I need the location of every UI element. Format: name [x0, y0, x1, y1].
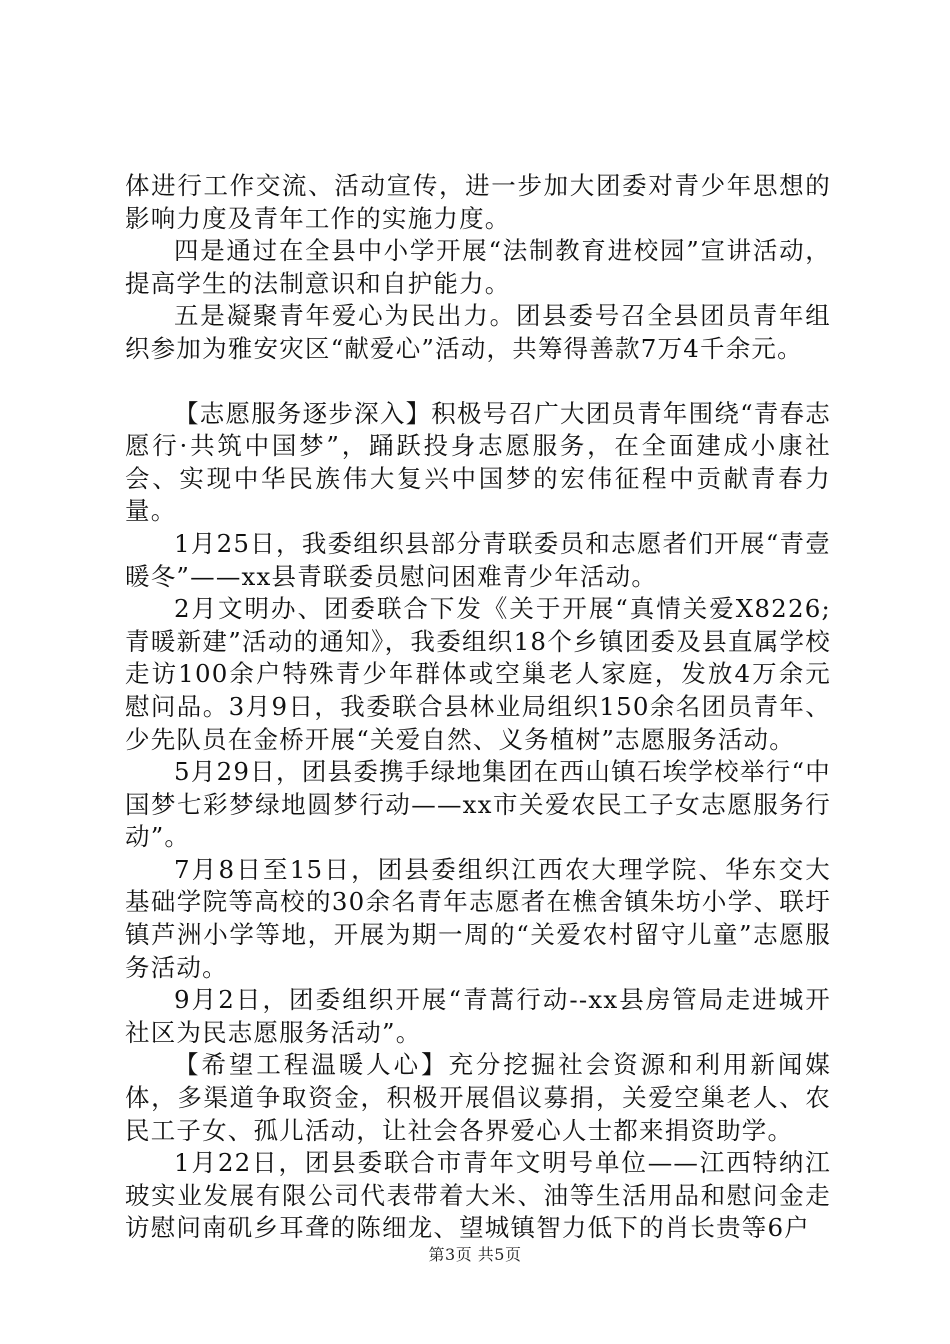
paragraph: 【志愿服务逐步深入】积极号召广大团员青年围绕“青春志愿行·共筑中国梦”，踊跃投身志愿服务，在全面建成小康社会、实现中华民族伟大复兴中国梦的宏伟征程中贡献青春力量。 [125, 398, 831, 526]
page-footer: 第3页 共5页 [428, 1245, 522, 1264]
paragraph: 四是通过在全县中小学开展“法制教育进校园”宣讲活动，提高学生的法制意识和自护能力。 [125, 236, 831, 298]
paragraph: 1月25日，我委组织县部分青联委员和志愿者们开展“青壹暖冬”——xx县青联委员慰问困难青少年活动。 [125, 528, 831, 591]
paragraph: 9月2日，团委组织开展“青蒿行动--xx县房管局走进城开社区为民志愿服务活动”。 [125, 985, 831, 1047]
paragraph: 5月29日，团县委携手绿地集团在西山镇石埃学校举行“中国梦七彩梦绿地圆梦行动——xx市关爱农民工子女志愿服务行动”。 [125, 757, 831, 852]
paragraph-gap [125, 366, 831, 398]
paragraph: 五是凝聚青年爱心为民出力。团县委号召全县团员青年组织参加为雅安灾区“献爱心”活动，共筹得善款7万4千余元。 [125, 301, 831, 363]
document-body [125, 170, 831, 1245]
paragraph: 2月文明办、团委联合下发《关于开展“真情关爱X8226;青暖新建”活动的通知》，我委组织18个乡镇团委及县直属学校走访100余户特殊青少年群体或空巢老人家庭，发放4万余元慰问品。3月9日，我委联合县林业局组织150余名团员青年、少先队员在金桥开展“关爱自然、义务植树”志愿服务活动。 [125, 594, 831, 754]
paragraph: 【希望工程温暖人心】充分挖掘社会资源和利用新闻媒体，多渠道争取资金，积极开展倡议募捐，关爱空巢老人、农民工子女、孤儿活动，让社会各界爱心人士都来捐资助学。 [125, 1050, 831, 1145]
paragraph: 1月22日，团县委联合市青年文明号单位——江西特纳江玻实业发展有限公司代表带着大米、油等生活用品和慰问金走访慰问南矶乡耳聋的陈细龙、望城镇智力低下的肖长贵等6户 [125, 1148, 831, 1243]
paragraph: 体进行工作交流、活动宣传，进一步加大团委对青少年思想的影响力度及青年工作的实施力度。 [125, 171, 831, 233]
paragraph: 7月8日至15日，团县委组织江西农大理学院、华东交大基础学院等高校的30余名青年志愿者在樵舍镇朱坊小学、联圩镇芦洲小学等地，开展为期一周的“关爱农村留守儿童”志愿服务活动。 [125, 854, 831, 982]
